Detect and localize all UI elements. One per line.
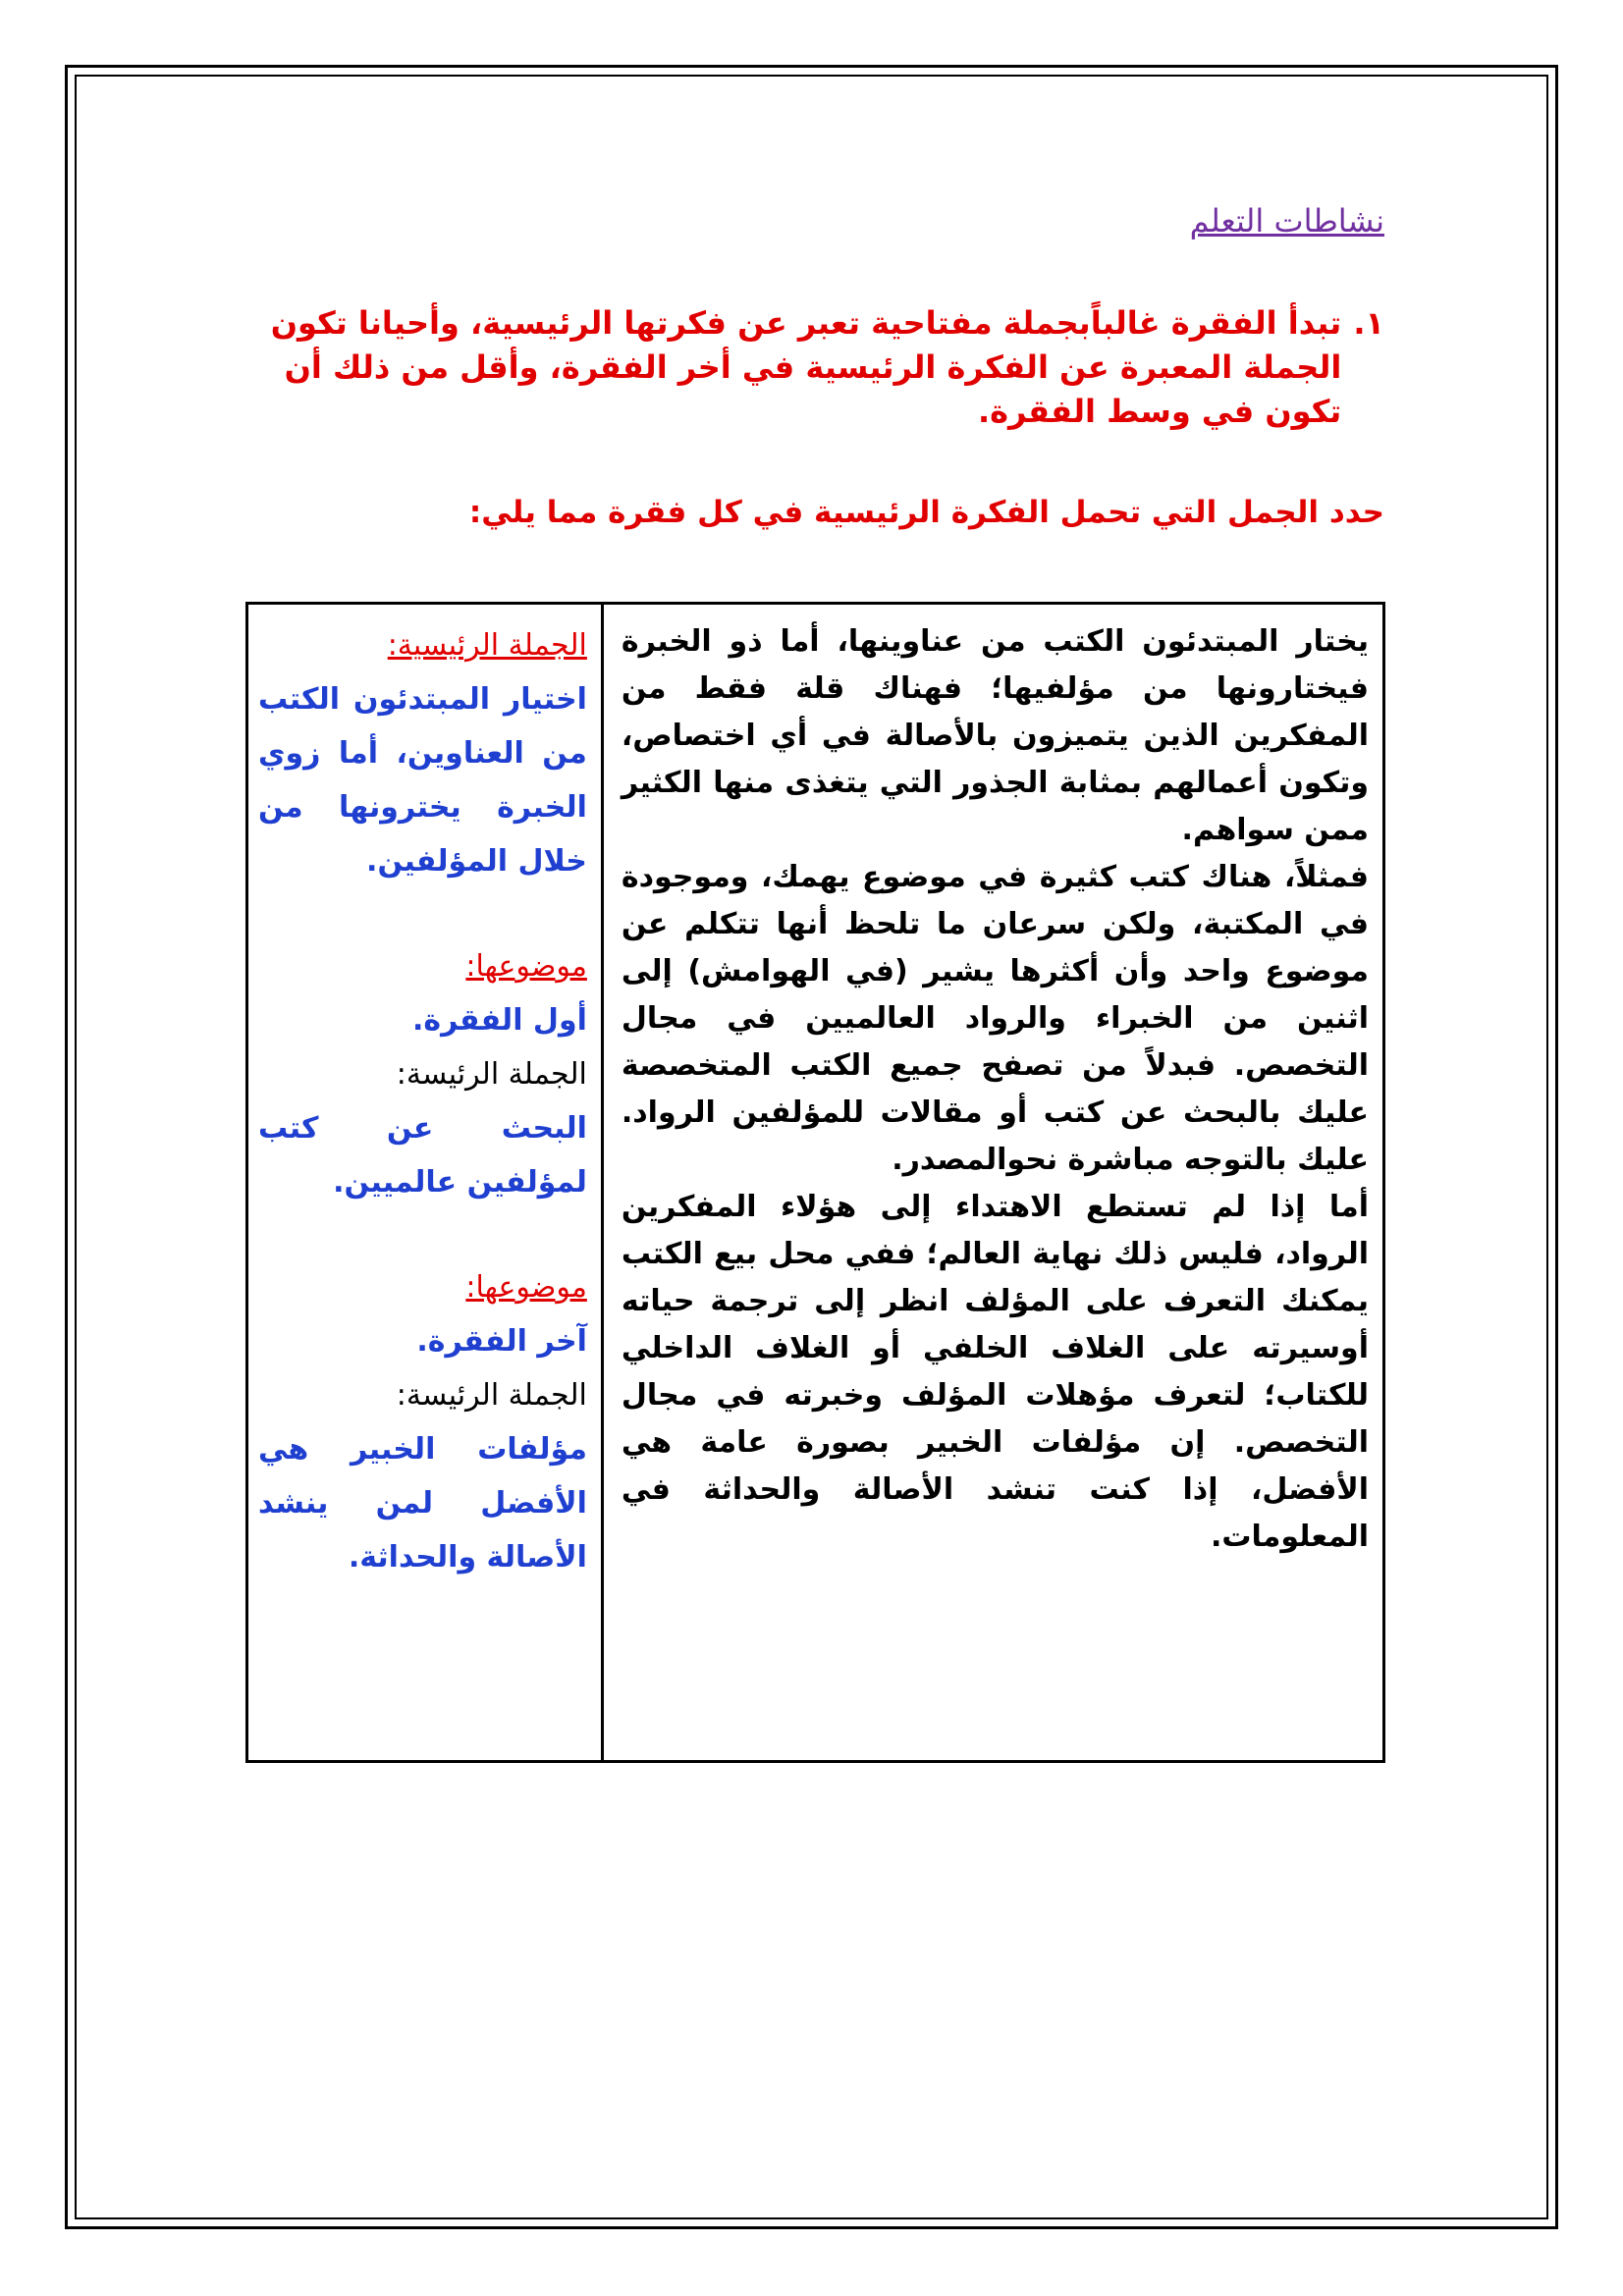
answer-label: الجملة الرئيسية: bbox=[387, 628, 587, 663]
sentence-value: البحث عن كتب لمؤلفين عالميين. bbox=[258, 1111, 587, 1200]
sentence-label: الجملة الرئيسة: bbox=[396, 1378, 587, 1413]
sentence-value: مؤلفات الخبير هي الأفضل لمن ينشد الأصالة والحداثة. bbox=[258, 1432, 587, 1575]
answer-text: اختيار المبتدئون الكتب من العناوين، أما زوي الخبرة يخترونها من خلال المؤلفين. bbox=[258, 682, 587, 879]
page-content bbox=[245, 201, 1384, 532]
topic-value: آخر الفقرة. bbox=[416, 1324, 587, 1359]
page-title: نشاطات التعلم bbox=[1189, 202, 1384, 240]
answers-cell bbox=[247, 604, 603, 1762]
sentence-label: الجملة الرئيسة: bbox=[396, 1057, 587, 1092]
answer-block-3 bbox=[258, 1260, 587, 1584]
answer-block-1 bbox=[258, 618, 587, 888]
paragraph-3: أما إذا لم تستطع الاهتداء إلى هؤلاء المفكرين الرواد، فليس ذلك نهاية العالم؛ ففي محل بيع الكتب يمكنك التعرف على المؤلف انظر إلى ترجمة حياته أوسيرته على الغلاف الخلفي أو الغلاف الداخلي للكتاب؛ لتعرف مؤهلات المؤلف وخبرته في مجال التخصص. إن مؤلفات الخبير بصورة عامة هي الأفضل، إذا كنت تنشد الأصالة والحداثة في المعلومات. bbox=[621, 1190, 1369, 1554]
paragraph-2: فمثلاً، هناك كتب كثيرة في موضوع يهمك، وموجودة في المكتبة، ولكن سرعان ما تلحظ أنها تتكلم عن موضوع واحد وأن أكثرها يشير (في الهوامش) إلى اثنين من الخبراء والرواد العالميين في مجال التخصص. فبدلاً من تصفح جميع الكتب المتخصصة عليك بالبحث عن كتب أو مقالات للمؤلفين الرواد. عليك بالتوجه مباشرة نحوالمصدر. bbox=[621, 860, 1369, 1177]
list-item-number: ١. bbox=[1353, 304, 1384, 342]
list-item bbox=[245, 301, 1384, 434]
exercise-table bbox=[245, 602, 1385, 1763]
instruction-text: حدد الجمل التي تحمل الفكرة الرئيسية في كل فقرة مما يلي: bbox=[468, 495, 1384, 530]
paragraphs-cell bbox=[602, 604, 1383, 1762]
paragraph-1: يختار المبتدئون الكتب من عناوينها، أما ذو الخبرة فيختارونها من مؤلفيها؛ فهناك قلة فقط من المفكرين الذين يتميزون بالأصالة في أي اختصاص، وتكون أعمالهم بمثابة الجذور التي يتغذى منها الكثير ممن سواهم. bbox=[621, 624, 1369, 847]
answer-block-2 bbox=[258, 939, 587, 1209]
topic-label: موضوعها: bbox=[465, 949, 587, 984]
topic-value: أول الفقرة. bbox=[411, 1003, 587, 1038]
table-row bbox=[247, 604, 1384, 1762]
topic-label: موضوعها: bbox=[465, 1270, 587, 1305]
list-item-text: تبدأ الفقرة غالباًبجملة مفتاحية تعبر عن فكرتها الرئيسية، وأحيانا تكون الجملة المعبرة عن الفكرة الرئيسية في أخر الفقرة، وأقل من ذلك أن تكون في وسط الفقرة. bbox=[270, 304, 1342, 430]
